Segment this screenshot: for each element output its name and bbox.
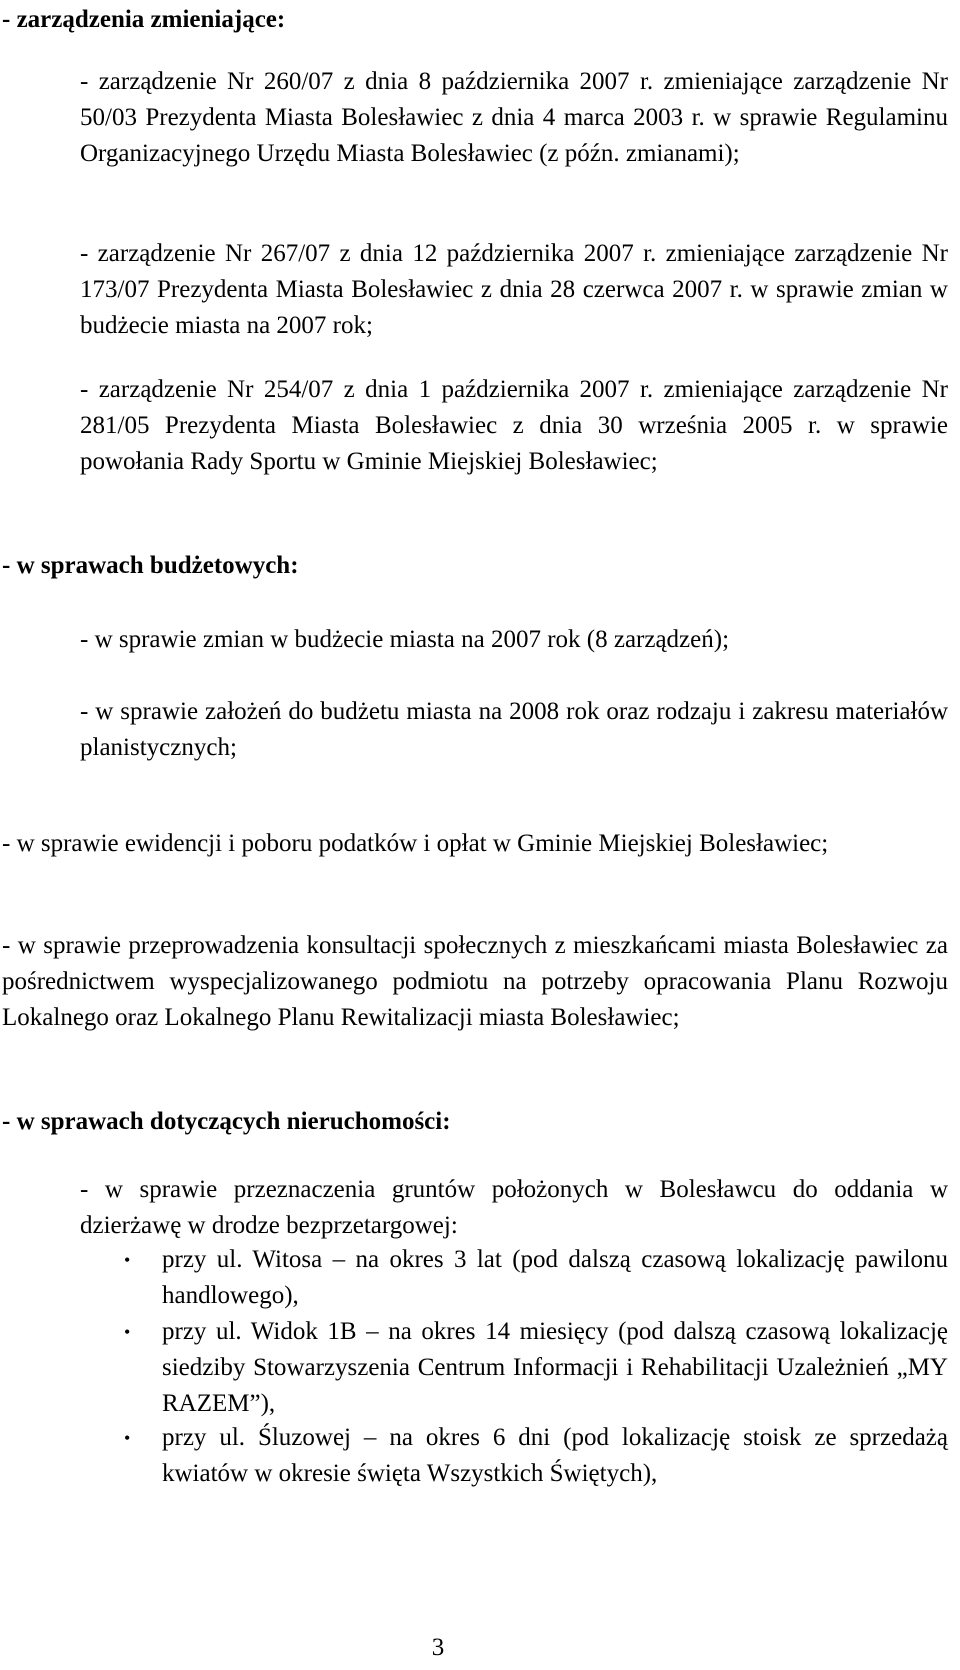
page-number: 3: [431, 1634, 445, 1661]
property-bullet-3: przy ul. Śluzowej – na okres 6 dni (pod lokalizację stoisk ze sprzedażą kwiatów w okresie święta Wszystkich Świętych),: [162, 1424, 948, 1487]
section-heading-budget: - w sprawach budżetowych:: [2, 552, 299, 579]
paragraph-text: - w sprawie przeprowadzenia konsultacji społecznych z mieszkańcami miasta Bolesławiec za pośrednictwem wyspecjalizowanego podmiotu na potrzeby opracowania Planu Rozwoju Lokalnego oraz Lokalnego Planu Rewitalizacji miasta Bolesławiec;: [2, 932, 948, 1031]
paragraph-text: - w sprawie założeń do budżetu miasta na 2008 rok oraz rodzaju i zakresu materiałów planistycznych;: [80, 698, 948, 761]
amending-item-1: [80, 64, 948, 172]
paragraph-text: - w sprawie ewidencji i poboru podatków i opłat w Gminie Miejskiej Bolesławiec;: [2, 830, 829, 857]
paragraph-text: - zarządzenie Nr 254/07 z dnia 1 października 2007 r. zmieniające zarządzenie Nr 281/05 Prezydenta Miasta Bolesławiec z dnia 30 września 2005 r. w sprawie powołania Rady Sportu w Gminie Miejskiej Bolesławiec;: [80, 376, 948, 475]
section-heading-amending: - zarządzenia zmieniające:: [2, 6, 286, 33]
budget-item-2: [80, 694, 948, 766]
property-bullet-2: przy ul. Widok 1B – na okres 14 miesięcy (pod dalszą czasową lokalizację siedziby Stowarzyszenia Centrum Informacji i Rehabilitacji Uzależnień „MY RAZEM”),: [162, 1318, 948, 1417]
paragraph-text: - zarządzenie Nr 267/07 z dnia 12 października 2007 r. zmieniające zarządzenie Nr 173/07 Prezydenta Miasta Bolesławiec z dnia 28 czerwca 2007 r. w sprawie zmian w budżecie miasta na 2007 rok;: [80, 240, 948, 339]
bullet-icon: •: [124, 1250, 131, 1270]
budget-item-1: [80, 622, 948, 658]
budget-item-3: [2, 826, 948, 862]
property-intro: [80, 1172, 948, 1244]
paragraph-text: - zarządzenie Nr 260/07 z dnia 8 października 2007 r. zmieniające zarządzenie Nr 50/03 Prezydenta Miasta Bolesławiec z dnia 4 marca 2003 r. w sprawie Regulaminu Organizacyjnego Urzędu Miasta Bolesławiec (z późn. zmianami);: [80, 68, 948, 167]
paragraph-text: - w sprawie zmian w budżecie miasta na 2007 rok (8 zarządzeń);: [80, 626, 730, 653]
amending-item-2: [80, 236, 948, 344]
budget-item-4: [2, 928, 948, 1036]
amending-item-3: [80, 372, 948, 480]
bullet-icon: •: [124, 1428, 131, 1448]
paragraph-text: - w sprawie przeznaczenia gruntów położonych w Bolesławcu do oddania w dzierżawę w drodze bezprzetargowej:: [80, 1176, 948, 1239]
property-bullet-1: przy ul. Witosa – na okres 3 lat (pod dalszą czasową lokalizację pawilonu handlowego),: [162, 1246, 948, 1309]
bullet-icon: •: [124, 1322, 131, 1342]
section-heading-property: - w sprawach dotyczących nieruchomości:: [2, 1108, 451, 1135]
